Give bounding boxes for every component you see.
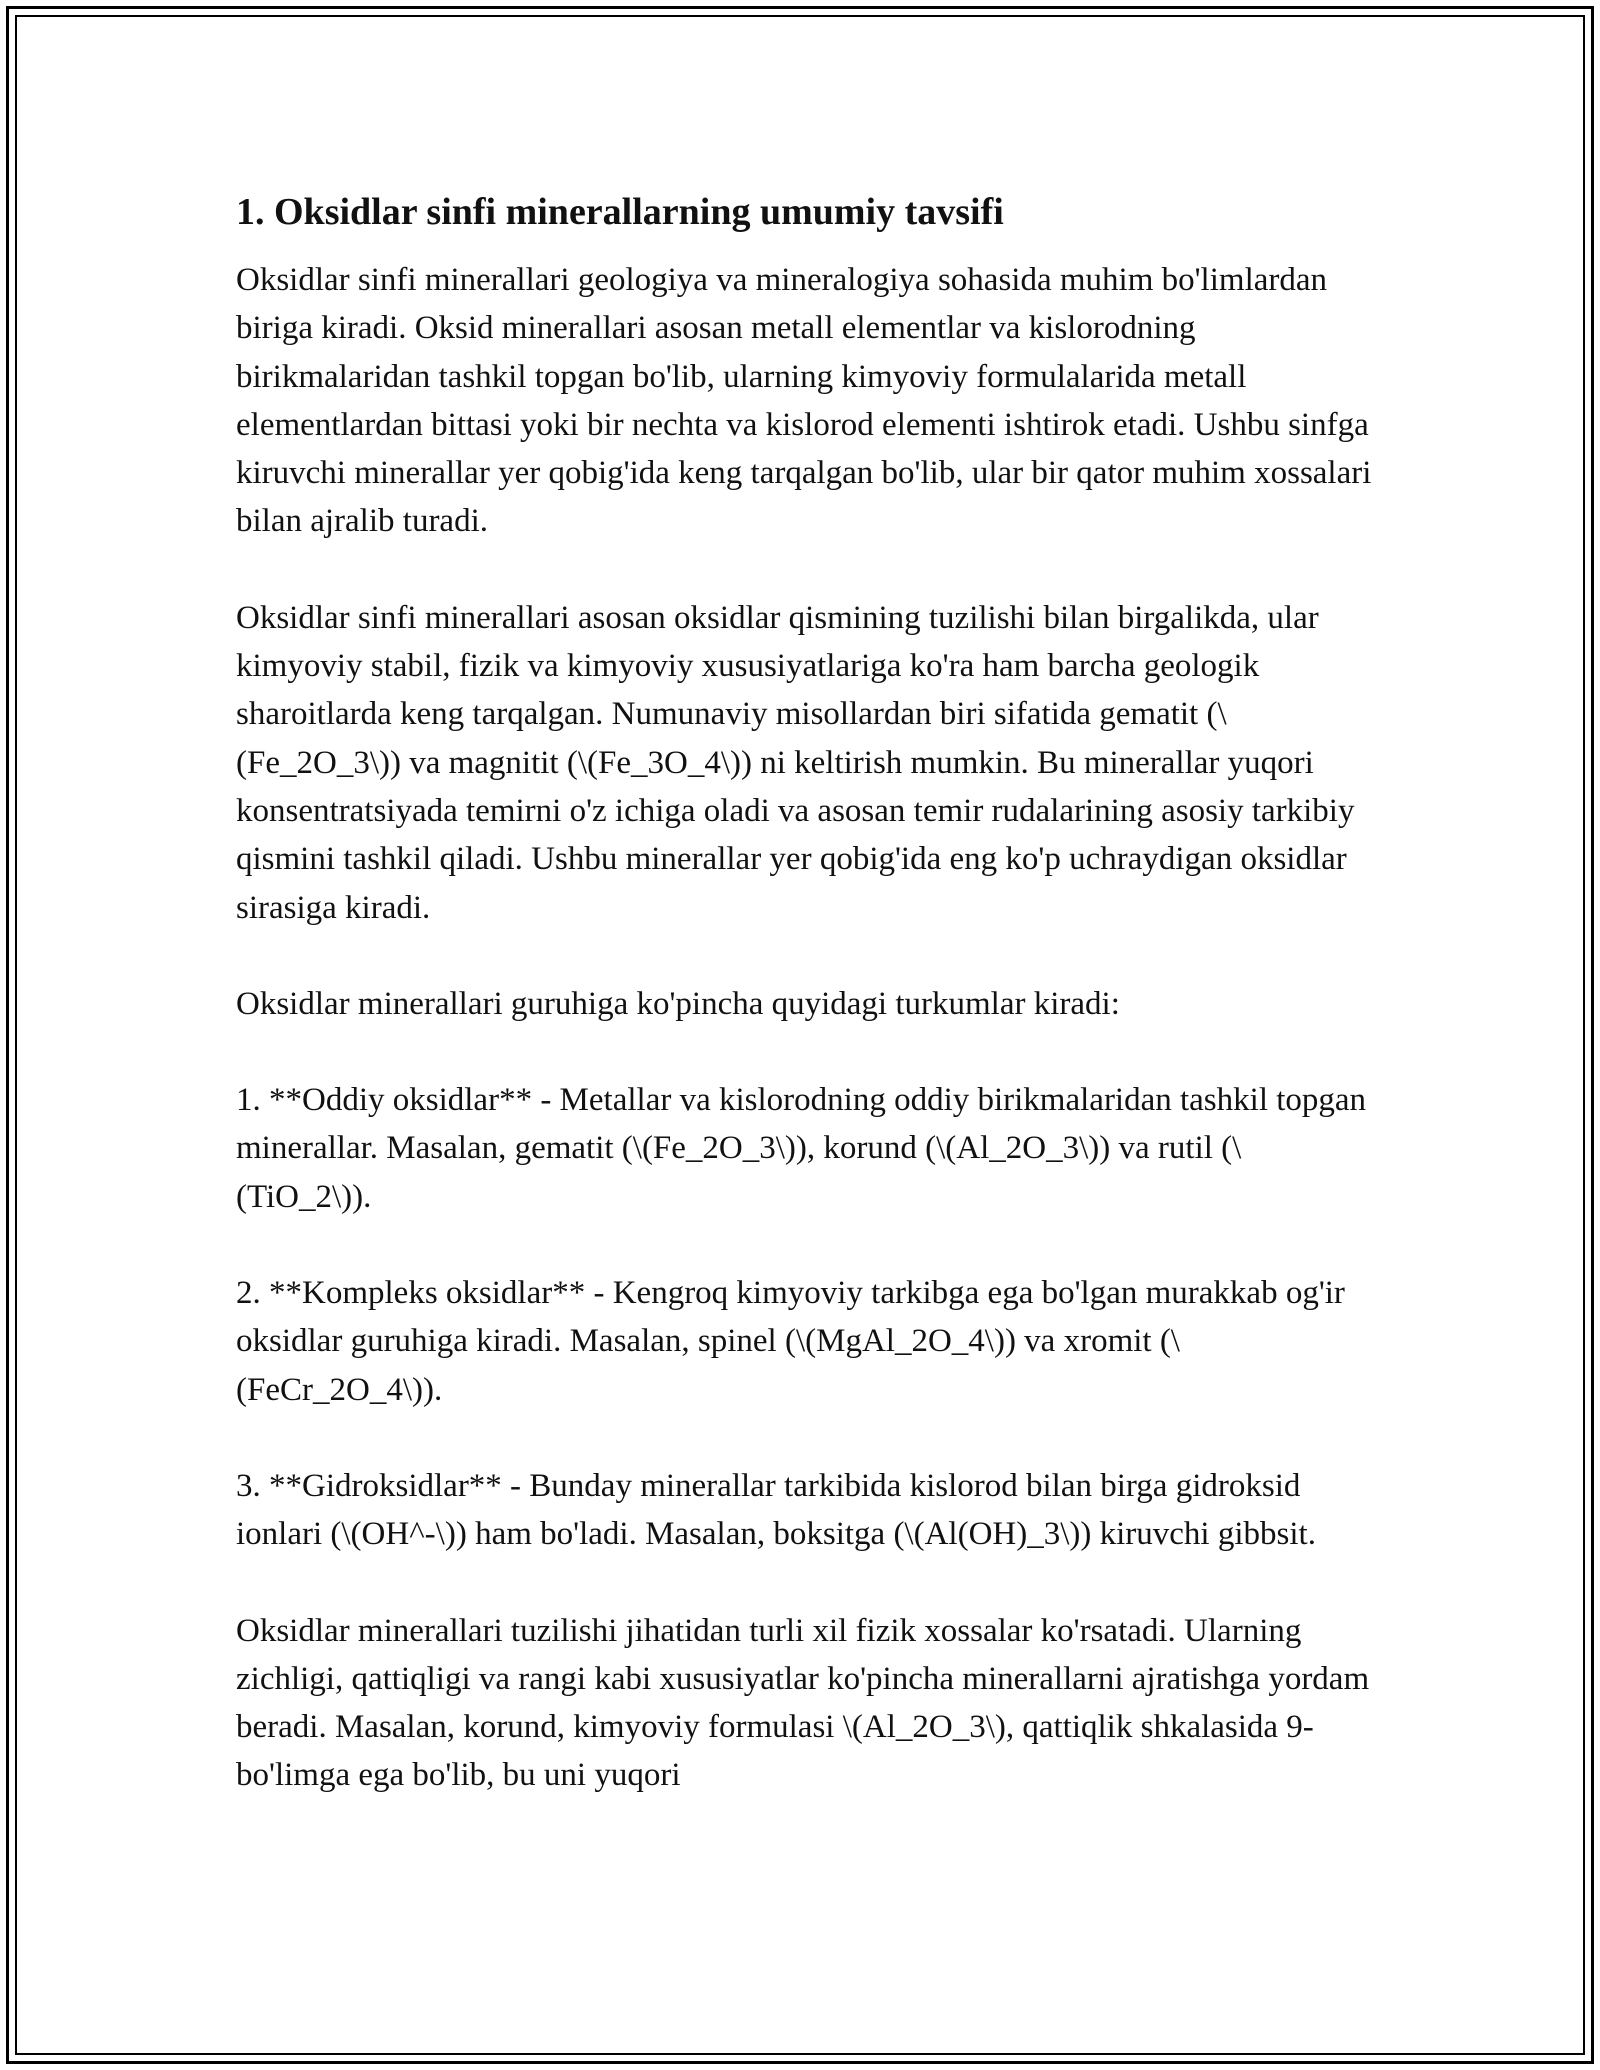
section-heading: 1. Oksidlar sinfi minerallarning umumiy tavsifi bbox=[236, 191, 1004, 233]
paragraph-properties: Oksidlar minerallari tuzilishi jihatidan turli xil fizik xossalar ko'rsatadi. Ularning zichligi, qattiqligi va rangi kabi xususiyatlar ko'pincha minerallarni ajratishga yordam beradi. Masalan, korund, kimyoviy formulasi \(Al_2O_3\), qattiqlik shkalasida 9-bo'limga ega bo'lib, bu uni yuqori bbox=[236, 1612, 1370, 1794]
paragraph-groups-intro: Oksidlar minerallari guruhiga ko'pincha quyidagi turkumlar kiradi: bbox=[236, 985, 1120, 1022]
list-item-simple-oxides: 1. **Oddiy oksidlar** - Metallar va kislorodning oddiy birikmalaridan tashkil topgan minerallar. Masalan, gematit (\(Fe_2O_3\)), korund (\(Al_2O_3\)) va rutil (\(TiO_2\)). bbox=[236, 1082, 1367, 1215]
document-body bbox=[236, 188, 1376, 1800]
paragraph-intro: Oksidlar sinfi minerallari geologiya va mineralogiya sohasida muhim bo'limlardan biriga kiradi. Oksid minerallari asosan metall elementlar va kislorodning birikmalaridan tashkil topgan bo'lib, ularning kimyoviy formulalarida metall elementlardan bittasi yoki bir nechta va kislorod elementi ishtirok etadi. Ushbu sinfga kiruvchi minerallar yer qobig'ida keng tarqalgan bo'lib, ular bir qator muhim xossalari bilan ajralib turadi. bbox=[236, 262, 1372, 540]
list-item-complex-oxides: 2. **Kompleks oksidlar** - Kengroq kimyoviy tarkibga ega bo'lgan murakkab og'ir oksidlar guruhiga kiradi. Masalan, spinel (\(MgAl_2O_4\)) va xromit (\(FeCr_2O_4\)). bbox=[236, 1275, 1345, 1408]
list-item-hydroxides: 3. **Gidroksidlar** - Bunday minerallar tarkibida kislorod bilan birga gidroksid ionlari (\(OH^-\)) ham bo'ladi. Masalan, boksitga (\(Al(OH)_3\)) kiruvchi gibbsit. bbox=[236, 1467, 1316, 1553]
paragraph-examples: Oksidlar sinfi minerallari asosan oksidlar qismining tuzilishi bilan birgalikda, ular kimyoviy stabil, fizik va kimyoviy xususiyatlariga ko'ra ham barcha geologik sharoitlarda keng tarqalgan. Numunaviy misollardan biri sifatida gematit (\(Fe_2O_3\)) va magnitit (\(Fe_3O_4\)) ni keltirish mumkin. Bu minerallar yuqori konsentratsiyada temirni o'z ichiga oladi va asosan temir rudalarining asosiy tarkibiy qismini tashkil qiladi. Ushbu minerallar yer qobig'ida eng ko'p uchraydigan oksidlar sirasiga kiradi. bbox=[236, 599, 1355, 926]
